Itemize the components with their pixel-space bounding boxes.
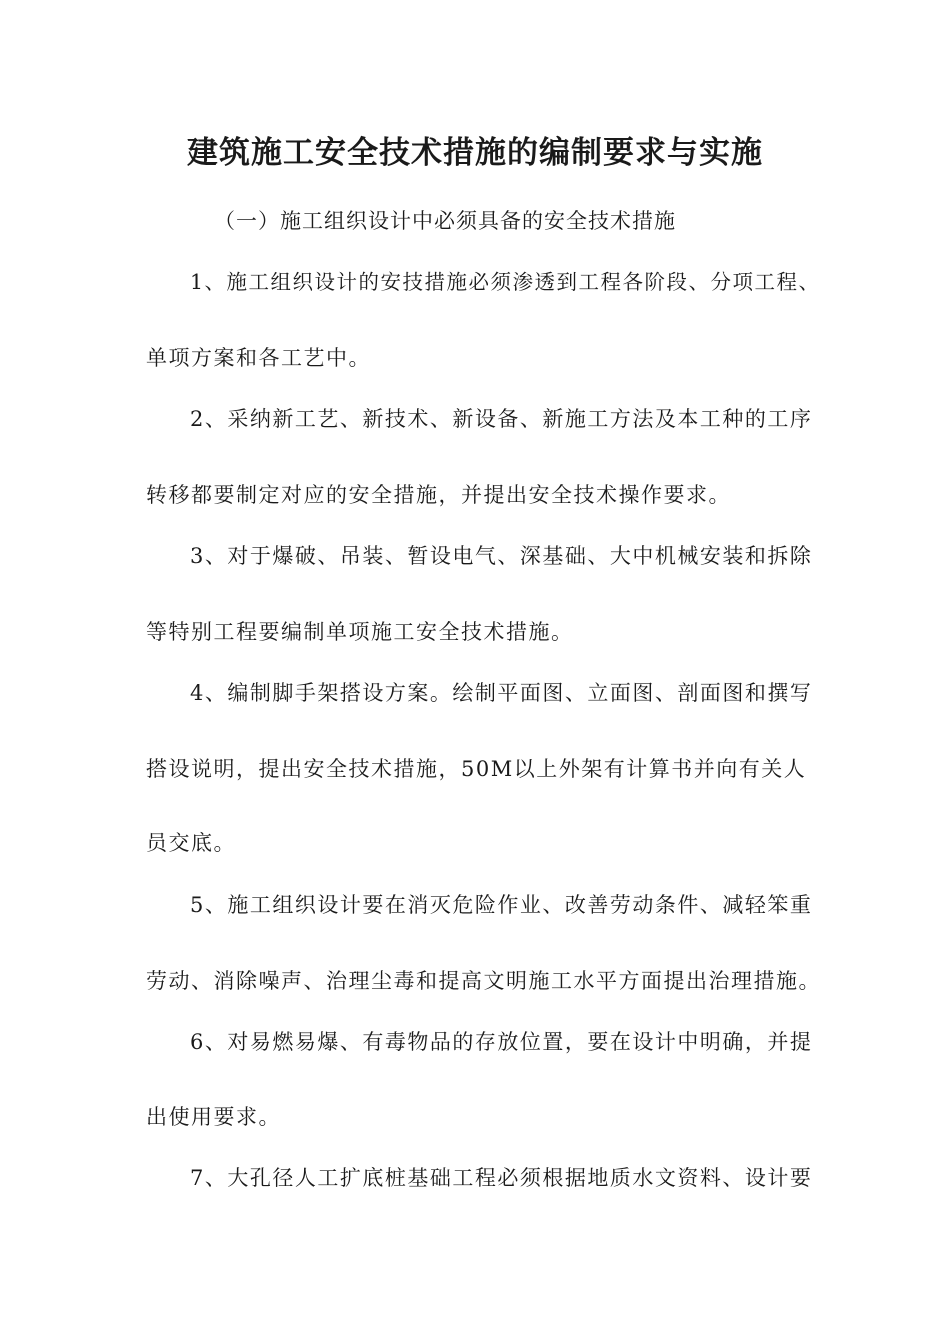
paragraph-line: 劳动、消除噪声、治理尘毒和提高文明施工水平方面提出治理措施。	[146, 969, 821, 993]
paragraph-line: 搭设说明，提出安全技术措施，50M以上外架有计算书并向有关人	[146, 757, 807, 781]
paragraph-line: 员交底。	[146, 831, 236, 855]
paragraph-line: 3、对于爆破、吊装、暂设电气、深基础、大中机械安装和拆除	[190, 544, 813, 568]
paragraph-line: 单项方案和各工艺中。	[146, 346, 371, 370]
paragraph-line: 等特别工程要编制单项施工安全技术措施。	[146, 620, 574, 644]
paragraph-line: 1、施工组织设计的安技措施必须渗透到工程各阶段、分项工程、	[190, 270, 821, 294]
paragraph-line: 2、采纳新工艺、新技术、新设备、新施工方法及本工种的工序	[190, 407, 813, 431]
paragraph-line: 6、对易燃易爆、有毒物品的存放位置，要在设计中明确，并提	[190, 1030, 813, 1054]
document-title: 建筑施工安全技术措施的编制要求与实施	[187, 135, 763, 171]
paragraph-line: 5、施工组织设计要在消灭危险作业、改善劳动条件、减轻笨重	[190, 893, 813, 917]
paragraph-line: 4、编制脚手架搭设方案。绘制平面图、立面图、剖面图和撰写	[190, 681, 813, 705]
paragraph-line: 7、大孔径人工扩底桩基础工程必须根据地质水文资料、设计要	[190, 1166, 813, 1190]
paragraph-line: 转移都要制定对应的安全措施，并提出安全技术操作要求。	[146, 483, 731, 507]
paragraph-line: 出使用要求。	[146, 1105, 281, 1129]
section-heading: （一）施工组织设计中必须具备的安全技术措施	[214, 209, 676, 233]
